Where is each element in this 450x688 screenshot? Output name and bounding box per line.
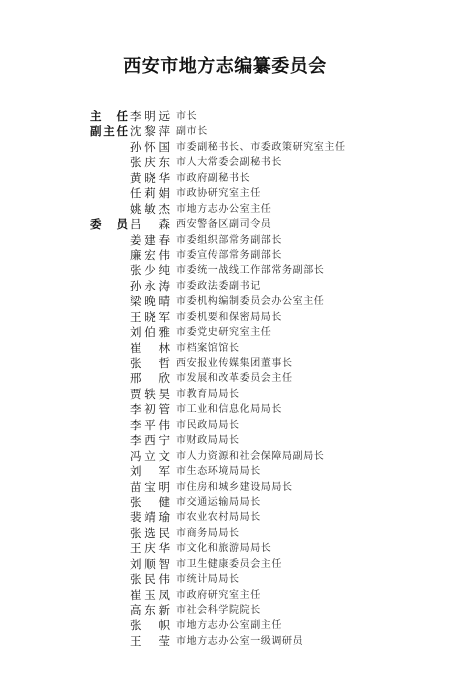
member-name: 张选民 [130,525,170,540]
member-role: 副主任 [90,124,128,139]
member-row [0,572,450,587]
member-name: 李初管 [130,402,170,417]
member-post: 市委组织部常务副部长 [176,234,282,246]
member-row [0,557,450,572]
member-post: 市生态环境局局长 [176,466,261,478]
member-name: 裴靖瑜 [130,510,170,525]
member-name: 贾轶昊 [130,386,170,401]
member-post: 市教育局局长 [176,388,240,400]
member-post: 市政协研究室主任 [176,188,261,200]
member-row [0,341,450,356]
member-post: 副市长 [176,126,208,138]
member-row [0,356,450,371]
member-name: 姜建春 [130,232,170,247]
member-row [0,263,450,278]
member-post: 市档案馆馆长 [176,342,240,354]
member-row [0,371,450,386]
member-row [0,109,450,124]
member-row [0,618,450,633]
member-row [0,480,450,495]
member-name: 张少纯 [130,263,170,278]
member-row [0,325,450,340]
member-name: 刘 军 [130,464,170,479]
member-post: 市地方志办公室一级调研员 [176,635,304,647]
member-name: 张 健 [130,494,170,509]
member-row [0,433,450,448]
member-post: 市人力资源和社会保障局副局长 [176,450,325,462]
member-post: 市地方志办公室副主任 [176,620,282,632]
member-list [0,109,450,649]
member-name: 王 莹 [130,633,170,648]
member-row [0,279,450,294]
member-post: 市委副秘书长、市委政策研究室主任 [176,141,346,153]
member-post: 市工业和信息化局局长 [176,404,282,416]
member-name: 吕 森 [130,217,170,232]
member-post: 市政府研究室主任 [176,589,261,601]
member-name: 刘伯雅 [130,325,170,340]
member-row [0,526,450,541]
member-row [0,124,450,139]
member-row [0,541,450,556]
member-row [0,634,450,649]
member-name: 梁晚晴 [130,294,170,309]
member-post: 市政府副秘书长 [176,172,251,184]
member-name: 高东新 [130,603,170,617]
member-role: 主 任 [90,109,128,123]
member-post: 市地方志办公室主任 [176,203,272,215]
member-post: 市文化和旅游局局长 [176,543,272,555]
member-name: 刘顺智 [130,556,170,571]
member-post: 市委党史研究室主任 [176,327,272,339]
member-row [0,248,450,263]
member-row [0,495,450,510]
member-role: 委 员 [90,217,128,232]
member-name: 张庆东 [130,155,170,170]
member-post: 西安报业传媒集团董事长 [176,358,293,369]
member-name: 崔玉凤 [130,587,170,602]
member-post: 市住房和城乡建设局局长 [176,481,293,493]
member-post: 市财政局局长 [176,435,240,447]
member-name: 孙永涛 [130,278,170,293]
member-row [0,387,450,402]
member-name: 廉宏伟 [130,247,170,262]
member-post: 市委机要和保密局局长 [176,311,282,323]
member-post: 市委宣传部常务副部长 [176,249,282,261]
member-name: 姚敏杰 [130,201,170,216]
page-title: 西安市地方志编纂委员会 [123,56,327,77]
member-post: 市长 [176,111,198,122]
member-name: 黄晓华 [130,170,170,185]
member-name: 沈黎萍 [130,124,170,139]
member-post: 市发展和改革委员会主任 [176,373,293,385]
member-post: 市民政局局长 [176,419,240,431]
member-name: 李西宁 [130,433,170,448]
member-post: 西安警备区副司令员 [176,219,272,231]
member-post: 市农业农村局局长 [176,512,261,524]
member-name: 张 帜 [130,618,170,633]
member-name: 王晓军 [130,309,170,324]
member-name: 李明远 [130,109,170,123]
member-row [0,217,450,232]
member-row [0,171,450,186]
member-name: 冯立文 [130,448,170,463]
member-post: 市卫生健康委员会主任 [176,558,282,570]
member-post: 市人大常委会副秘书长 [176,157,282,169]
member-row [0,510,450,525]
member-name: 邢 欣 [130,371,170,386]
member-row [0,202,450,217]
member-name: 苗宝明 [130,479,170,494]
member-post: 市统计局局长 [176,574,240,586]
member-row [0,402,450,417]
member-name: 任莉娟 [130,186,170,201]
member-name: 孙怀国 [130,139,170,154]
member-post: 市委机构编制委员会办公室主任 [176,296,325,308]
member-row [0,603,450,618]
member-row [0,186,450,201]
member-name: 张 哲 [130,356,170,370]
member-post: 市交通运输局局长 [176,496,261,508]
member-row [0,310,450,325]
member-row [0,588,450,603]
member-name: 王庆华 [130,541,170,556]
member-post: 市社会科学院院长 [176,605,261,616]
member-post: 市委统一战线工作部常务副部长 [176,265,325,277]
member-row [0,449,450,464]
member-row [0,155,450,170]
member-row [0,418,450,433]
member-name: 张民伟 [130,572,170,587]
member-row [0,464,450,479]
member-row [0,140,450,155]
member-row [0,233,450,248]
member-name: 崔 林 [130,340,170,355]
member-post: 市委政法委副书记 [176,280,261,292]
member-name: 李平伟 [130,417,170,432]
member-post: 市商务局局长 [176,527,240,539]
member-row [0,294,450,309]
